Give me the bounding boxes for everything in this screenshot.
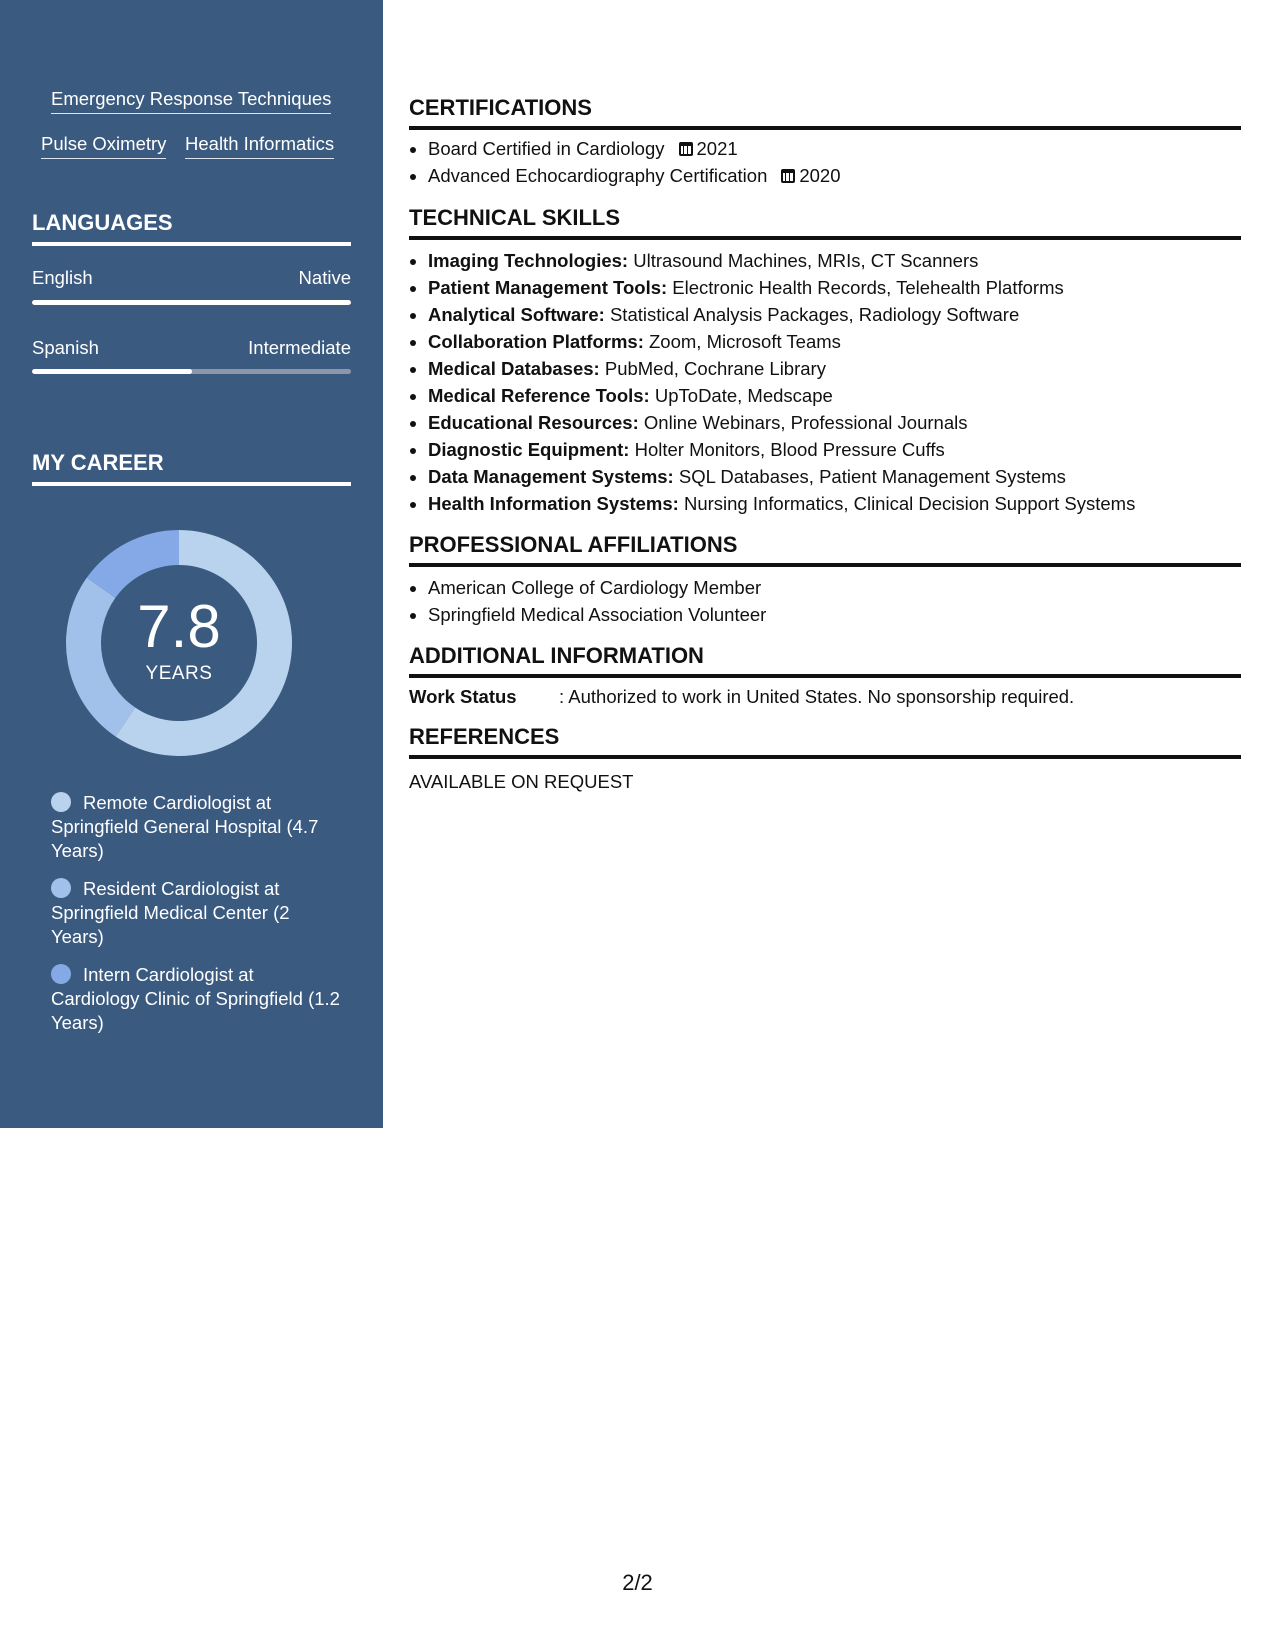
- skill-value: UpToDate, Medscape: [654, 385, 833, 406]
- skill-value: Ultrasound Machines, MRIs, CT Scanners: [633, 250, 979, 271]
- career-legend-dot: [51, 792, 71, 812]
- calendar-icon: [781, 169, 795, 183]
- skill-item: [428, 274, 1241, 301]
- skill-label: Medical Reference Tools:: [428, 385, 650, 406]
- language-proficiency-fill: [32, 300, 351, 305]
- career-item: [51, 791, 341, 863]
- certifications-heading: CERTIFICATIONS: [409, 95, 1241, 130]
- page-number: 2/2: [622, 1570, 653, 1595]
- skill-label: Data Management Systems:: [428, 466, 674, 487]
- career-total-value: 7.8: [137, 593, 221, 660]
- skill-value: Zoom, Microsoft Teams: [649, 331, 841, 352]
- career-item-label: Intern Cardiologist at Cardiology Clinic of Springfield (1.2 Years): [51, 964, 340, 1033]
- calendar-icon: [679, 142, 693, 156]
- skill-value: Electronic Health Records, Telehealth Platforms: [672, 277, 1064, 298]
- language-level: Intermediate: [248, 337, 351, 358]
- certification-name: Board Certified in Cardiology: [428, 138, 665, 159]
- skill-item: [428, 490, 1241, 517]
- career-total-unit: YEARS: [145, 663, 213, 684]
- career-item-label: Remote Cardiologist at Springfield General Hospital (4.7 Years): [51, 792, 319, 861]
- skill-item: [428, 328, 1241, 355]
- affiliation-item: • Springfield Medical Association Volunteer: [428, 601, 1241, 628]
- certifications-list: [409, 135, 1241, 189]
- skill-value: SQL Databases, Patient Management Systems: [678, 466, 1066, 487]
- skill-item: [428, 382, 1241, 409]
- affiliation-item: • American College of Cardiology Member: [428, 574, 1241, 601]
- references-heading: REFERENCES: [409, 724, 1241, 759]
- certification-year: 2021: [696, 138, 738, 159]
- skill-label: Collaboration Platforms:: [428, 331, 644, 352]
- language-row: [32, 337, 351, 359]
- skill-value: Online Webinars, Professional Journals: [643, 412, 968, 433]
- language-row: [32, 267, 351, 289]
- skill-value: Holter Monitors, Blood Pressure Cuffs: [634, 439, 945, 460]
- career-legend-dot: [51, 878, 71, 898]
- skill-label: Analytical Software:: [428, 304, 605, 325]
- skill-label: Patient Management Tools:: [428, 277, 668, 298]
- language-proficiency-fill: [32, 369, 192, 374]
- sidebar: [0, 0, 383, 1128]
- skill-tag: Pulse Oximetry: [41, 133, 166, 159]
- skill-item: [428, 436, 1241, 463]
- references-text: AVAILABLE ON REQUEST: [409, 771, 634, 792]
- career-heading: MY CAREER: [32, 450, 351, 486]
- skill-value: PubMed, Cochrane Library: [604, 358, 826, 379]
- career-item: [51, 963, 341, 1035]
- skill-item: [428, 463, 1241, 490]
- skill-item: [428, 355, 1241, 382]
- certification-item: [428, 162, 1241, 189]
- certification-year: 2020: [799, 165, 841, 186]
- skill-label: Educational Resources:: [428, 412, 639, 433]
- career-item-label: Resident Cardiologist at Springfield Medical Center (2 Years): [51, 878, 290, 947]
- skill-value: Nursing Informatics, Clinical Decision Support Systems: [683, 493, 1136, 514]
- skill-label: Imaging Technologies:: [428, 250, 629, 271]
- skill-item: [428, 301, 1241, 328]
- skill-tag: Emergency Response Techniques: [51, 88, 331, 114]
- technical-skills-list: [409, 247, 1241, 517]
- language-name: English: [32, 267, 93, 288]
- skill-value: Statistical Analysis Packages, Radiology Software: [609, 304, 1020, 325]
- career-legend-dot: [51, 964, 71, 984]
- certification-name: Advanced Echocardiography Certification: [428, 165, 768, 186]
- language-name: Spanish: [32, 337, 99, 358]
- career-donut-chart: [66, 530, 292, 756]
- certification-item: [428, 135, 1241, 162]
- skill-item: [428, 247, 1241, 274]
- additional-info-heading: ADDITIONAL INFORMATION: [409, 643, 1241, 678]
- work-status-label: Work Status: [409, 686, 517, 707]
- career-item: [51, 877, 341, 949]
- work-status-value: : Authorized to work in United States. No sponsorship required.: [559, 686, 1075, 707]
- career-total: [66, 530, 292, 756]
- work-status-row: [409, 686, 1074, 708]
- skill-label: Medical Databases:: [428, 358, 600, 379]
- technical-skills-heading: TECHNICAL SKILLS: [409, 205, 1241, 240]
- affiliations-heading: PROFESSIONAL AFFILIATIONS: [409, 532, 1241, 567]
- languages-heading: LANGUAGES: [32, 210, 351, 246]
- skill-tag: Health Informatics: [185, 133, 334, 159]
- affiliations-list: [409, 574, 1241, 628]
- skill-label: Health Information Systems:: [428, 493, 679, 514]
- skill-item: [428, 409, 1241, 436]
- language-proficiency-bar: [32, 300, 351, 305]
- skill-label: Diagnostic Equipment:: [428, 439, 630, 460]
- language-proficiency-bar: [32, 369, 351, 374]
- language-level: Native: [298, 267, 351, 288]
